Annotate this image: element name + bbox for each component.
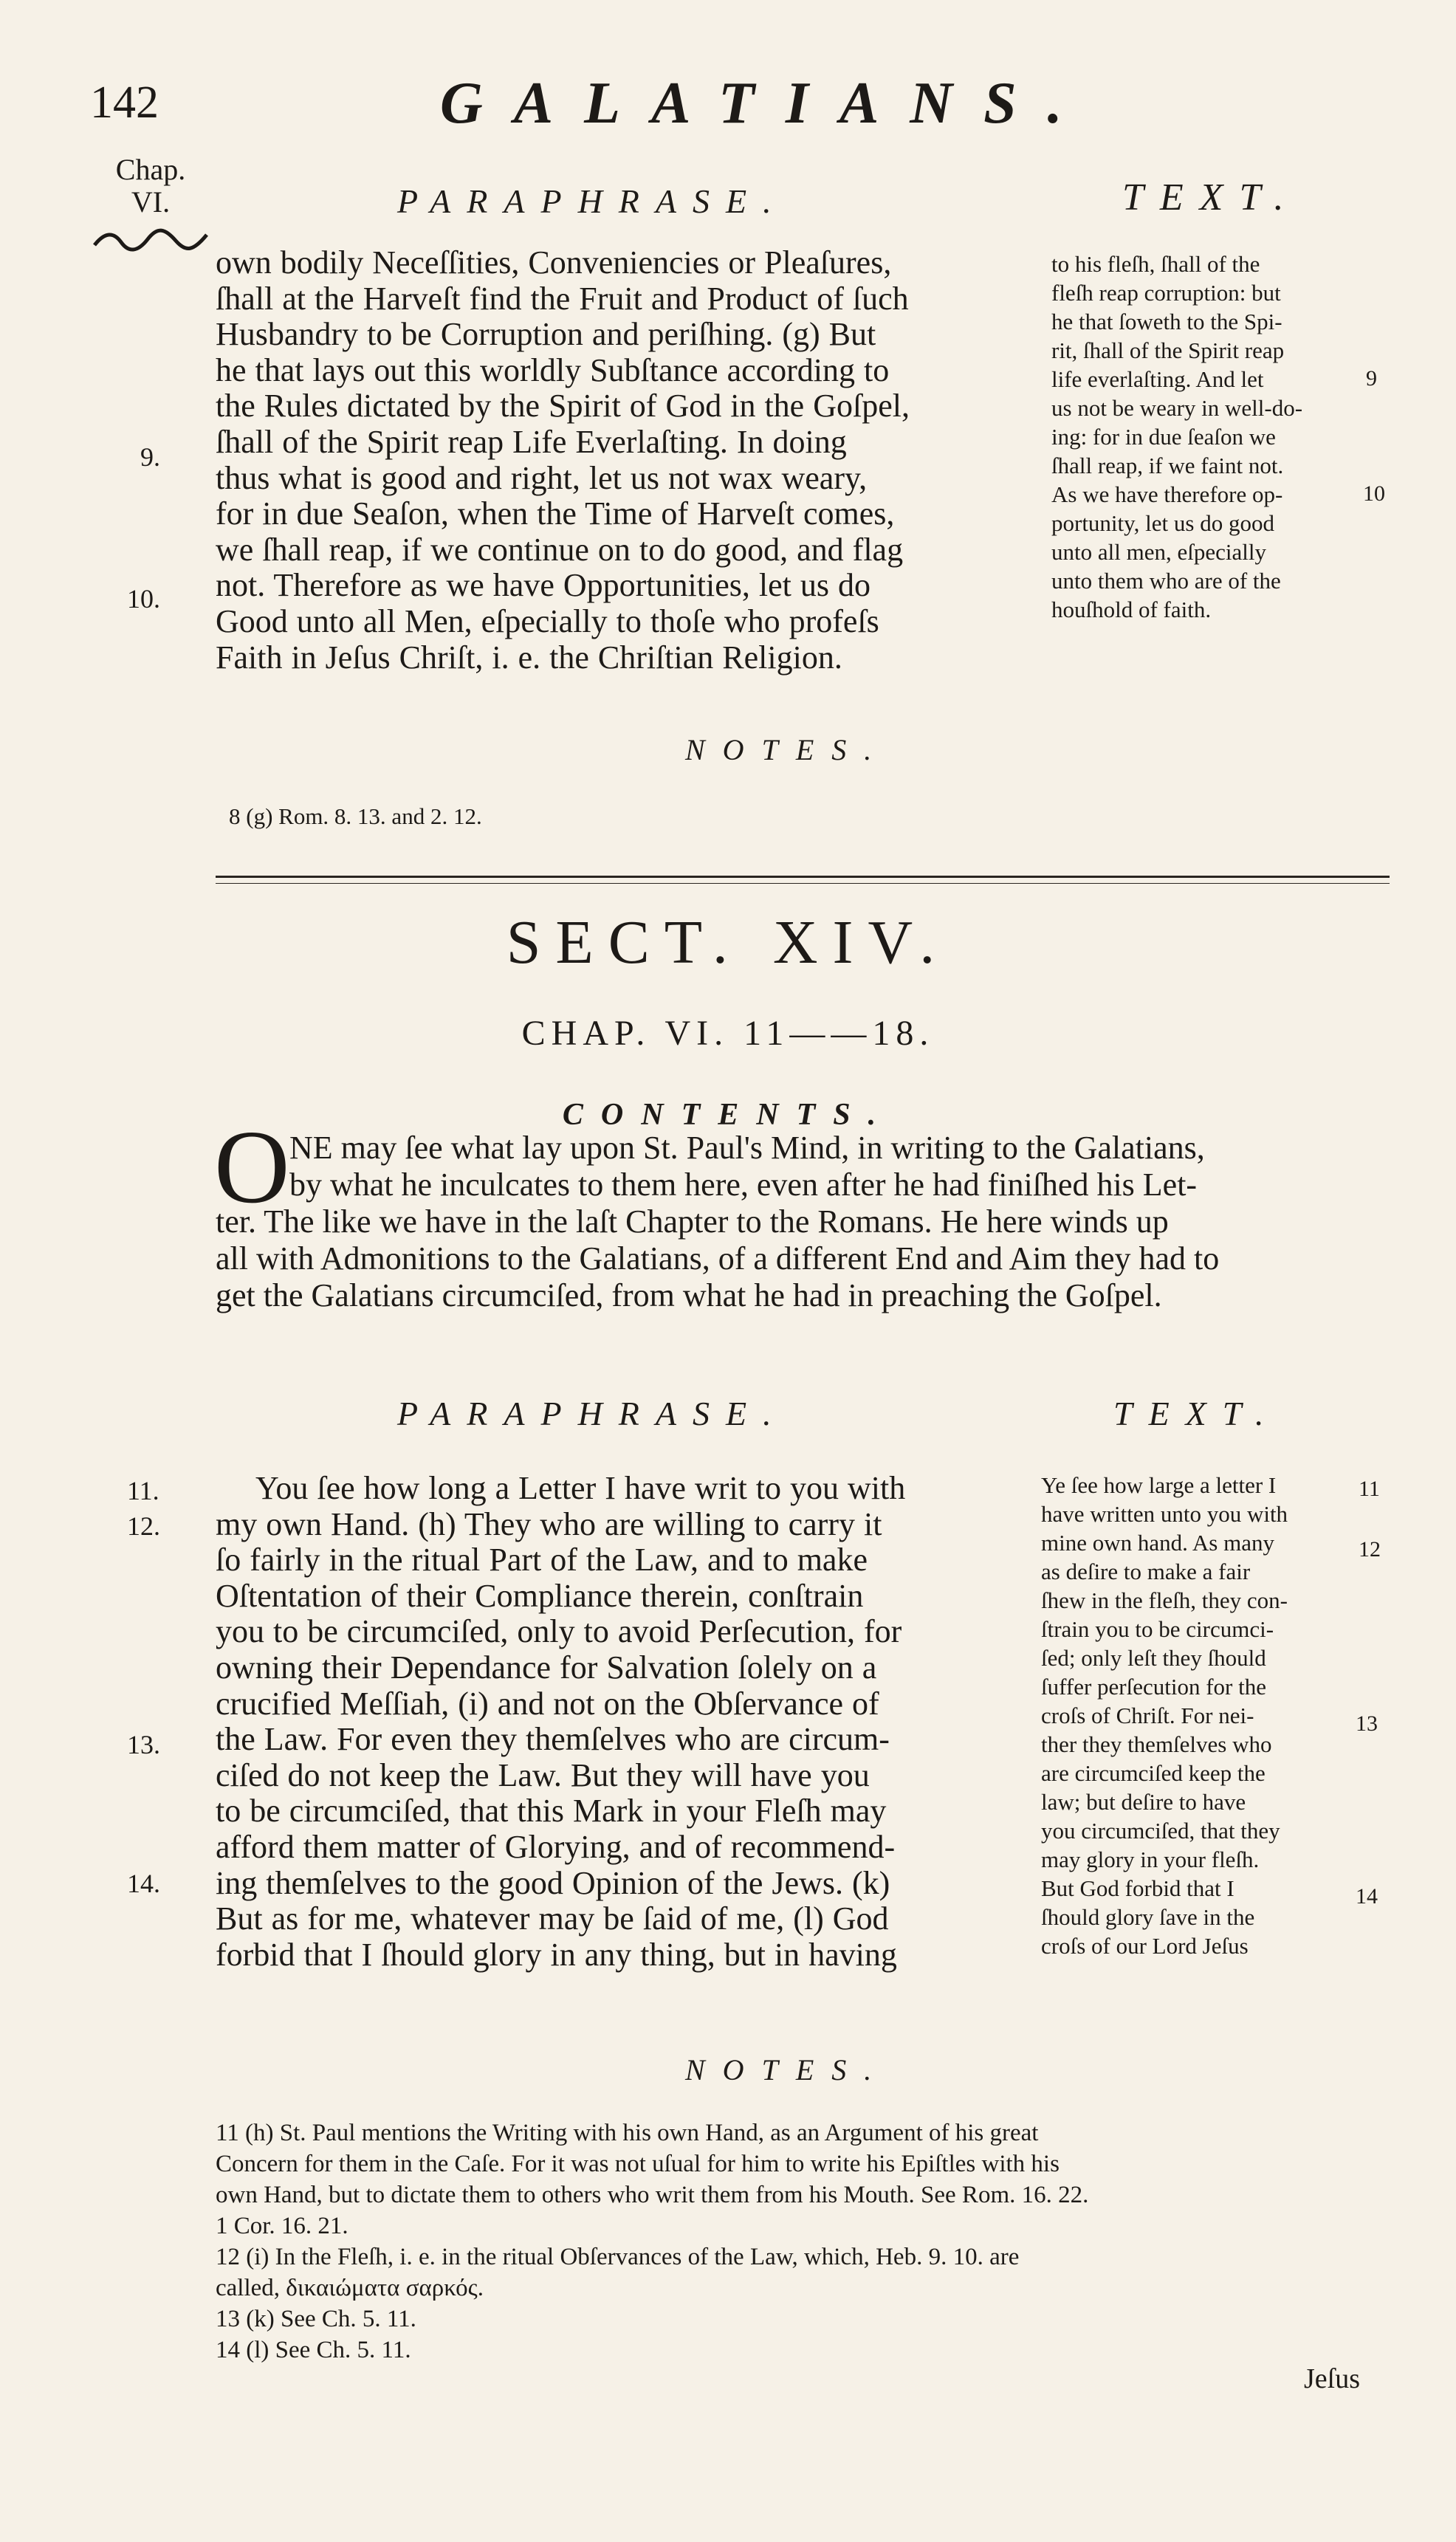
paraphrase-line: we ſhall reap, if we continue on to do good, and flag xyxy=(216,531,904,568)
text-line: life everlaſting. And let xyxy=(1051,366,1264,392)
paraphrase-line: own bodily Neceſſities, Conveniencies or Pleaſures, xyxy=(216,244,892,281)
contents-heading: CONTENTS. xyxy=(562,1098,894,1132)
paraphrase-line: he that lays out this worldly Subſtance according to xyxy=(216,351,890,388)
text-heading: TEXT. xyxy=(1122,176,1300,219)
paraphrase-heading: PARAPHRASE. xyxy=(397,182,788,220)
verse-number-right: 12 xyxy=(1359,1537,1381,1562)
notes-heading: NOTES. xyxy=(685,733,890,766)
catchword: Jeſus xyxy=(1304,2363,1360,2394)
text-line: ſuffer perſecution for the xyxy=(1041,1674,1266,1700)
text-line: ſtrain you to be circumci- xyxy=(1041,1616,1274,1642)
section-rule-thin xyxy=(216,883,1390,884)
verse-number: 11. xyxy=(127,1476,159,1505)
text-line: Ye ſee how large a letter I xyxy=(1041,1472,1277,1498)
text-line: mine own hand. As many xyxy=(1041,1530,1274,1556)
text-line: ſed; only leſt they ſhould xyxy=(1041,1645,1266,1671)
paraphrase-line: ciſed do not keep the Law. But they will have you xyxy=(216,1756,870,1793)
verse-number-right: 14 xyxy=(1356,1884,1378,1909)
page-number: 142 xyxy=(90,78,159,128)
text-line: croſs of our Lord Jeſus xyxy=(1041,1933,1249,1959)
paraphrase-line: thus what is good and right, let us not wax weary, xyxy=(216,459,868,496)
note-line: Concern for them in the Caſe. For it was not uſual for him to write his Epiſtles with his xyxy=(216,2151,1060,2177)
note-line: 12 (i) In the Fleſh, i. e. in the ritual Obſervances of the Law, which, Heb. 9. 10. are xyxy=(216,2244,1020,2270)
paraphrase-line: ſhall at the Harveſt find the Fruit and Product of ſuch xyxy=(216,280,909,317)
notes-body xyxy=(216,2117,1397,2366)
text-line: to his fleſh, ſhall of the xyxy=(1051,251,1260,277)
contents-line: all with Admonitions to the Galatians, of a different End and Aim they had to xyxy=(216,1240,1220,1277)
chapter-label-word: Chap. xyxy=(115,153,186,186)
text-line: he that ſoweth to the Spi- xyxy=(1051,309,1282,334)
paraphrase-line: afford them matter of Glorying, and of recommend- xyxy=(216,1828,896,1865)
verse-number: 13. xyxy=(127,1730,160,1759)
text-line: ing: for in due ſeaſon we xyxy=(1051,424,1276,450)
paraphrase-line: Husbandry to be Corruption and periſhing. (g) But xyxy=(216,316,876,353)
paraphrase-line: to be circumciſed, that this Mark in your Fleſh may xyxy=(216,1793,887,1830)
paraphrase-line: Faith in Jeſus Chriſt, i. e. the Chriſtian Religion. xyxy=(216,639,842,676)
text-line: as deſire to make a fair xyxy=(1041,1559,1251,1584)
text-column xyxy=(1041,1471,1366,1960)
text-line: ther they themſelves who xyxy=(1041,1731,1272,1757)
contents-line: get the Galatians circumciſed, from what he had in preaching the Goſpel. xyxy=(216,1277,1162,1313)
paraphrase-line: owning their Dependance for Salvation ſolely on a xyxy=(216,1649,877,1686)
chapter-label-number: VI. xyxy=(131,185,171,219)
contents-line: NE may ſee what lay upon St. Paul's Mind, in writing to the Galatians, xyxy=(289,1130,1205,1166)
footnote: 8 (g) Rom. 8. 13. and 2. 12. xyxy=(229,803,482,829)
text-column xyxy=(1051,250,1384,624)
text-heading: TEXT. xyxy=(1113,1395,1280,1432)
verse-number: 14. xyxy=(127,1869,160,1898)
note-line: 1 Cor. 16. 21. xyxy=(216,2213,348,2239)
text-line: But God forbid that I xyxy=(1041,1875,1234,1901)
contents-body xyxy=(216,1130,1390,1314)
text-line: may glory in your fleſh. xyxy=(1041,1847,1260,1872)
paraphrase-line: forbid that I ſhould glory in any thing, but in having xyxy=(216,1936,897,1973)
wavy-ornament-icon xyxy=(92,226,210,255)
note-line: 11 (h) St. Paul mentions the Writing with his own Hand, as an Argument of his great xyxy=(216,2120,1039,2146)
paraphrase-heading: PARAPHRASE. xyxy=(397,1395,788,1432)
paraphrase-line: the Rules dictated by the Spirit of God in the Goſpel, xyxy=(216,388,910,425)
paraphrase-line: You ſee how long a Letter I have writ to you with xyxy=(255,1470,906,1506)
chapter-range: CHAP. VI. 11——18. xyxy=(521,1014,935,1053)
notes-heading: NOTES. xyxy=(685,2053,890,2086)
section-title: SECT. XIV. xyxy=(506,908,950,977)
text-line: houſhold of faith. xyxy=(1051,597,1212,622)
text-line: unto all men, eſpecially xyxy=(1051,539,1266,565)
text-line: ſhould glory ſave in the xyxy=(1041,1904,1255,1930)
verse-number: 10. xyxy=(127,584,160,614)
paraphrase-line: for in due Seaſon, when the Time of Harveſt comes, xyxy=(216,495,895,532)
contents-line: by what he inculcates to them here, even after he had finiſhed his Let- xyxy=(289,1167,1198,1203)
verse-number: 9. xyxy=(140,442,160,472)
chapter-label xyxy=(99,154,202,219)
paraphrase-line: ing themſelves to the good Opinion of the Jews. (k) xyxy=(216,1864,890,1901)
contents-line: ter. The like we have in the laſt Chapter to the Romans. He here winds up xyxy=(216,1203,1169,1240)
note-line: called, δικαιώματα σαρκός. xyxy=(216,2275,484,2301)
paraphrase-line: Good unto all Men, eſpecially to thoſe who profeſs xyxy=(216,602,879,639)
text-line: unto them who are of the xyxy=(1051,568,1281,594)
text-line: us not be weary in well-do- xyxy=(1051,395,1303,421)
paraphrase-line: my own Hand. (h) They who are willing to carry it xyxy=(216,1505,882,1542)
paraphrase-line: But as for me, whatever may be ſaid of me, (l) God xyxy=(216,1900,889,1937)
paraphrase-line: crucified Meſſiah, (i) and not on the Obſervance of xyxy=(216,1685,879,1722)
verse-number-right: 9 xyxy=(1366,366,1377,391)
text-line: As we have therefore op- xyxy=(1051,481,1283,507)
drop-cap: O xyxy=(214,1108,290,1225)
paraphrase-line: the Law. For even they themſelves who are circum- xyxy=(216,1721,890,1758)
paraphrase-line: ſo fairly in the ritual Part of the Law, and to make xyxy=(216,1542,868,1579)
verse-number-right: 13 xyxy=(1356,1711,1378,1736)
text-line: you circumciſed, that they xyxy=(1041,1818,1280,1844)
note-line: own Hand, but to dictate them to others who writ them from his Mouth. See Rom. 16. 22. xyxy=(216,2182,1089,2208)
verse-number: 12. xyxy=(127,1511,160,1541)
note-line: 14 (l) See Ch. 5. 11. xyxy=(216,2337,411,2363)
paraphrase-column xyxy=(216,1471,1028,1973)
paraphrase-line: ſhall of the Spirit reap Life Everlaſting. In doing xyxy=(216,423,847,460)
paraphrase-line: you to be circumciſed, only to avoid Perſecution, for xyxy=(216,1613,902,1650)
text-line: croſs of Chriſt. For nei- xyxy=(1041,1703,1254,1728)
note-line: 13 (k) See Ch. 5. 11. xyxy=(216,2306,416,2332)
text-line: have written unto you with xyxy=(1041,1501,1288,1527)
paraphrase-column xyxy=(216,245,1028,676)
verse-number-right: 10 xyxy=(1363,481,1385,506)
running-title: GALATIANS. xyxy=(440,71,1093,136)
verse-number-right: 11 xyxy=(1359,1477,1380,1501)
section-rule xyxy=(216,876,1390,878)
text-line: are circumciſed keep the xyxy=(1041,1760,1266,1786)
text-line: rit, ſhall of the Spirit reap xyxy=(1051,337,1285,363)
text-line: ſhall reap, if we faint not. xyxy=(1051,453,1284,478)
text-line: fleſh reap corruption: but xyxy=(1051,280,1281,306)
text-line: ſhew in the fleſh, they con- xyxy=(1041,1587,1288,1613)
text-line: portunity, let us do good xyxy=(1051,510,1274,536)
paraphrase-line: Oſtentation of their Compliance therein, conſtrain xyxy=(216,1577,864,1614)
paraphrase-line: not. Therefore as we have Opportunities, let us do xyxy=(216,567,870,604)
text-line: law; but deſire to have xyxy=(1041,1789,1246,1815)
